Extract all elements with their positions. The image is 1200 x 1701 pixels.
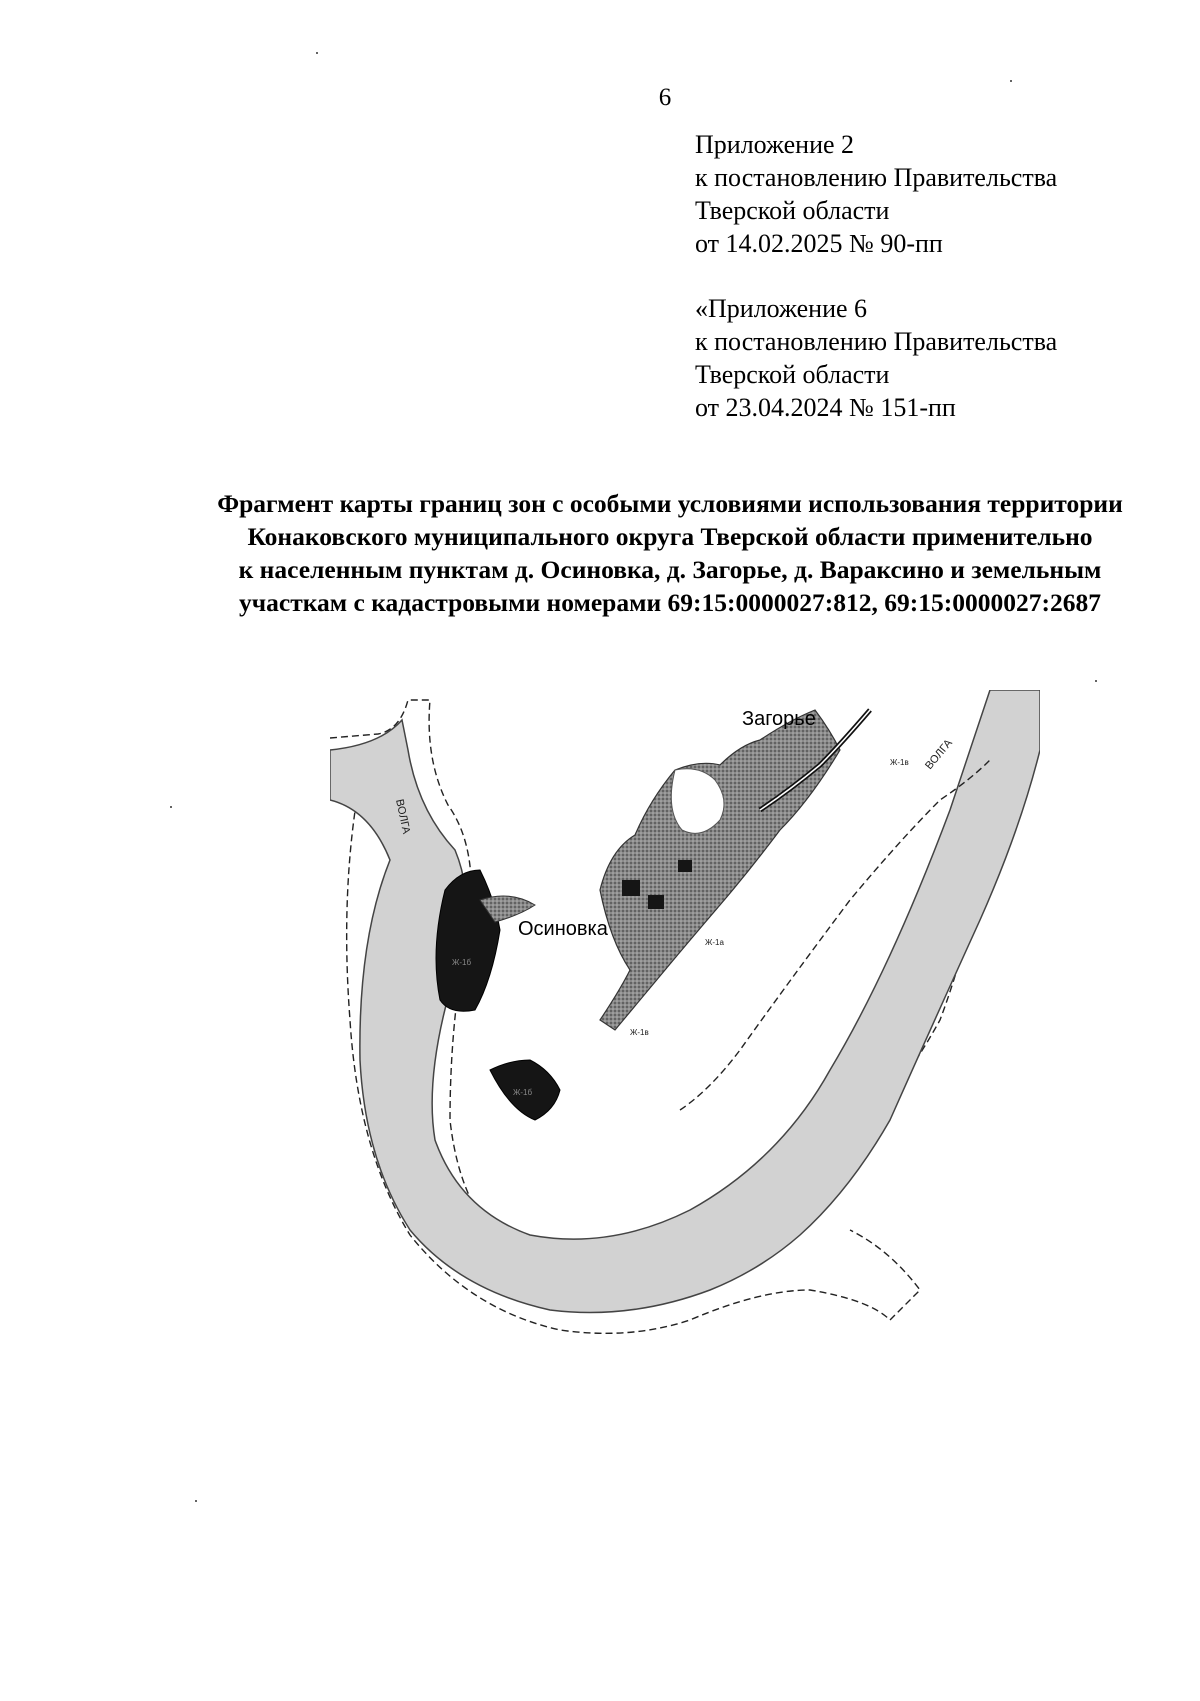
appendix-current-line-1: Приложение 2 <box>695 130 855 159</box>
appendix-current-line-2: к постановлению Правительства <box>695 163 1058 192</box>
appendix-previous-line-4: от 23.04.2024 № 151-пп <box>695 393 956 422</box>
scan-speck <box>316 52 318 54</box>
page-number: 6 <box>658 84 672 111</box>
appendix-current-block <box>695 128 1057 260</box>
appendix-previous-block <box>695 292 1057 424</box>
scan-speck <box>195 1500 197 1502</box>
document-title-line-1: Фрагмент карты границ зон с особыми условиями использования территории <box>217 489 1123 518</box>
appendix-previous-line-2: к постановлению Правительства <box>695 327 1058 356</box>
zone-label-west-parcel: Ж-1б <box>452 958 472 967</box>
zone-label-osinovka-east: Ж-1а <box>705 938 724 947</box>
appendix-current-line-3: Тверской области <box>695 196 890 225</box>
scan-speck <box>170 806 172 808</box>
zone-label-zagorye-road: Ж-1в <box>890 758 909 767</box>
river-label-right: ВОЛГА <box>923 737 955 772</box>
place-label-osinovka: Осиновка <box>518 918 608 940</box>
scan-speck <box>1010 80 1012 82</box>
built-up-area-settlements <box>600 710 840 1030</box>
map-figure <box>330 690 1040 1360</box>
appendix-previous-line-3: Тверской области <box>695 360 890 389</box>
parcel-osinovka-3 <box>678 860 692 872</box>
parcel-osinovka-2 <box>648 895 664 909</box>
document-title <box>140 487 1200 619</box>
parcel-west <box>436 870 500 1011</box>
map-svg <box>330 690 1040 1360</box>
appendix-previous-line-1: «Приложение 6 <box>695 294 868 323</box>
appendix-current-line-4: от 14.02.2025 № 90-пп <box>695 229 943 258</box>
place-label-zagorye: Загорье <box>742 708 816 730</box>
document-title-line-3: к населенным пунктам д. Осиновка, д. Загорье, д. Вараксино и земельным <box>238 555 1102 584</box>
zone-label-south-parcel: Ж-1б <box>513 1088 533 1097</box>
parcel-osinovka-1 <box>622 880 640 896</box>
river-label-left: ВОЛГА <box>393 798 413 836</box>
scan-speck <box>1095 680 1097 682</box>
document-title-line-4: участкам с кадастровыми номерами 69:15:0000027:812, 69:15:0000027:2687 <box>239 588 1101 617</box>
document-title-line-2: Конаковского муниципального округа Тверской области применительно <box>247 522 1093 551</box>
zone-label-osinovka-south: Ж-1в <box>630 1028 649 1037</box>
